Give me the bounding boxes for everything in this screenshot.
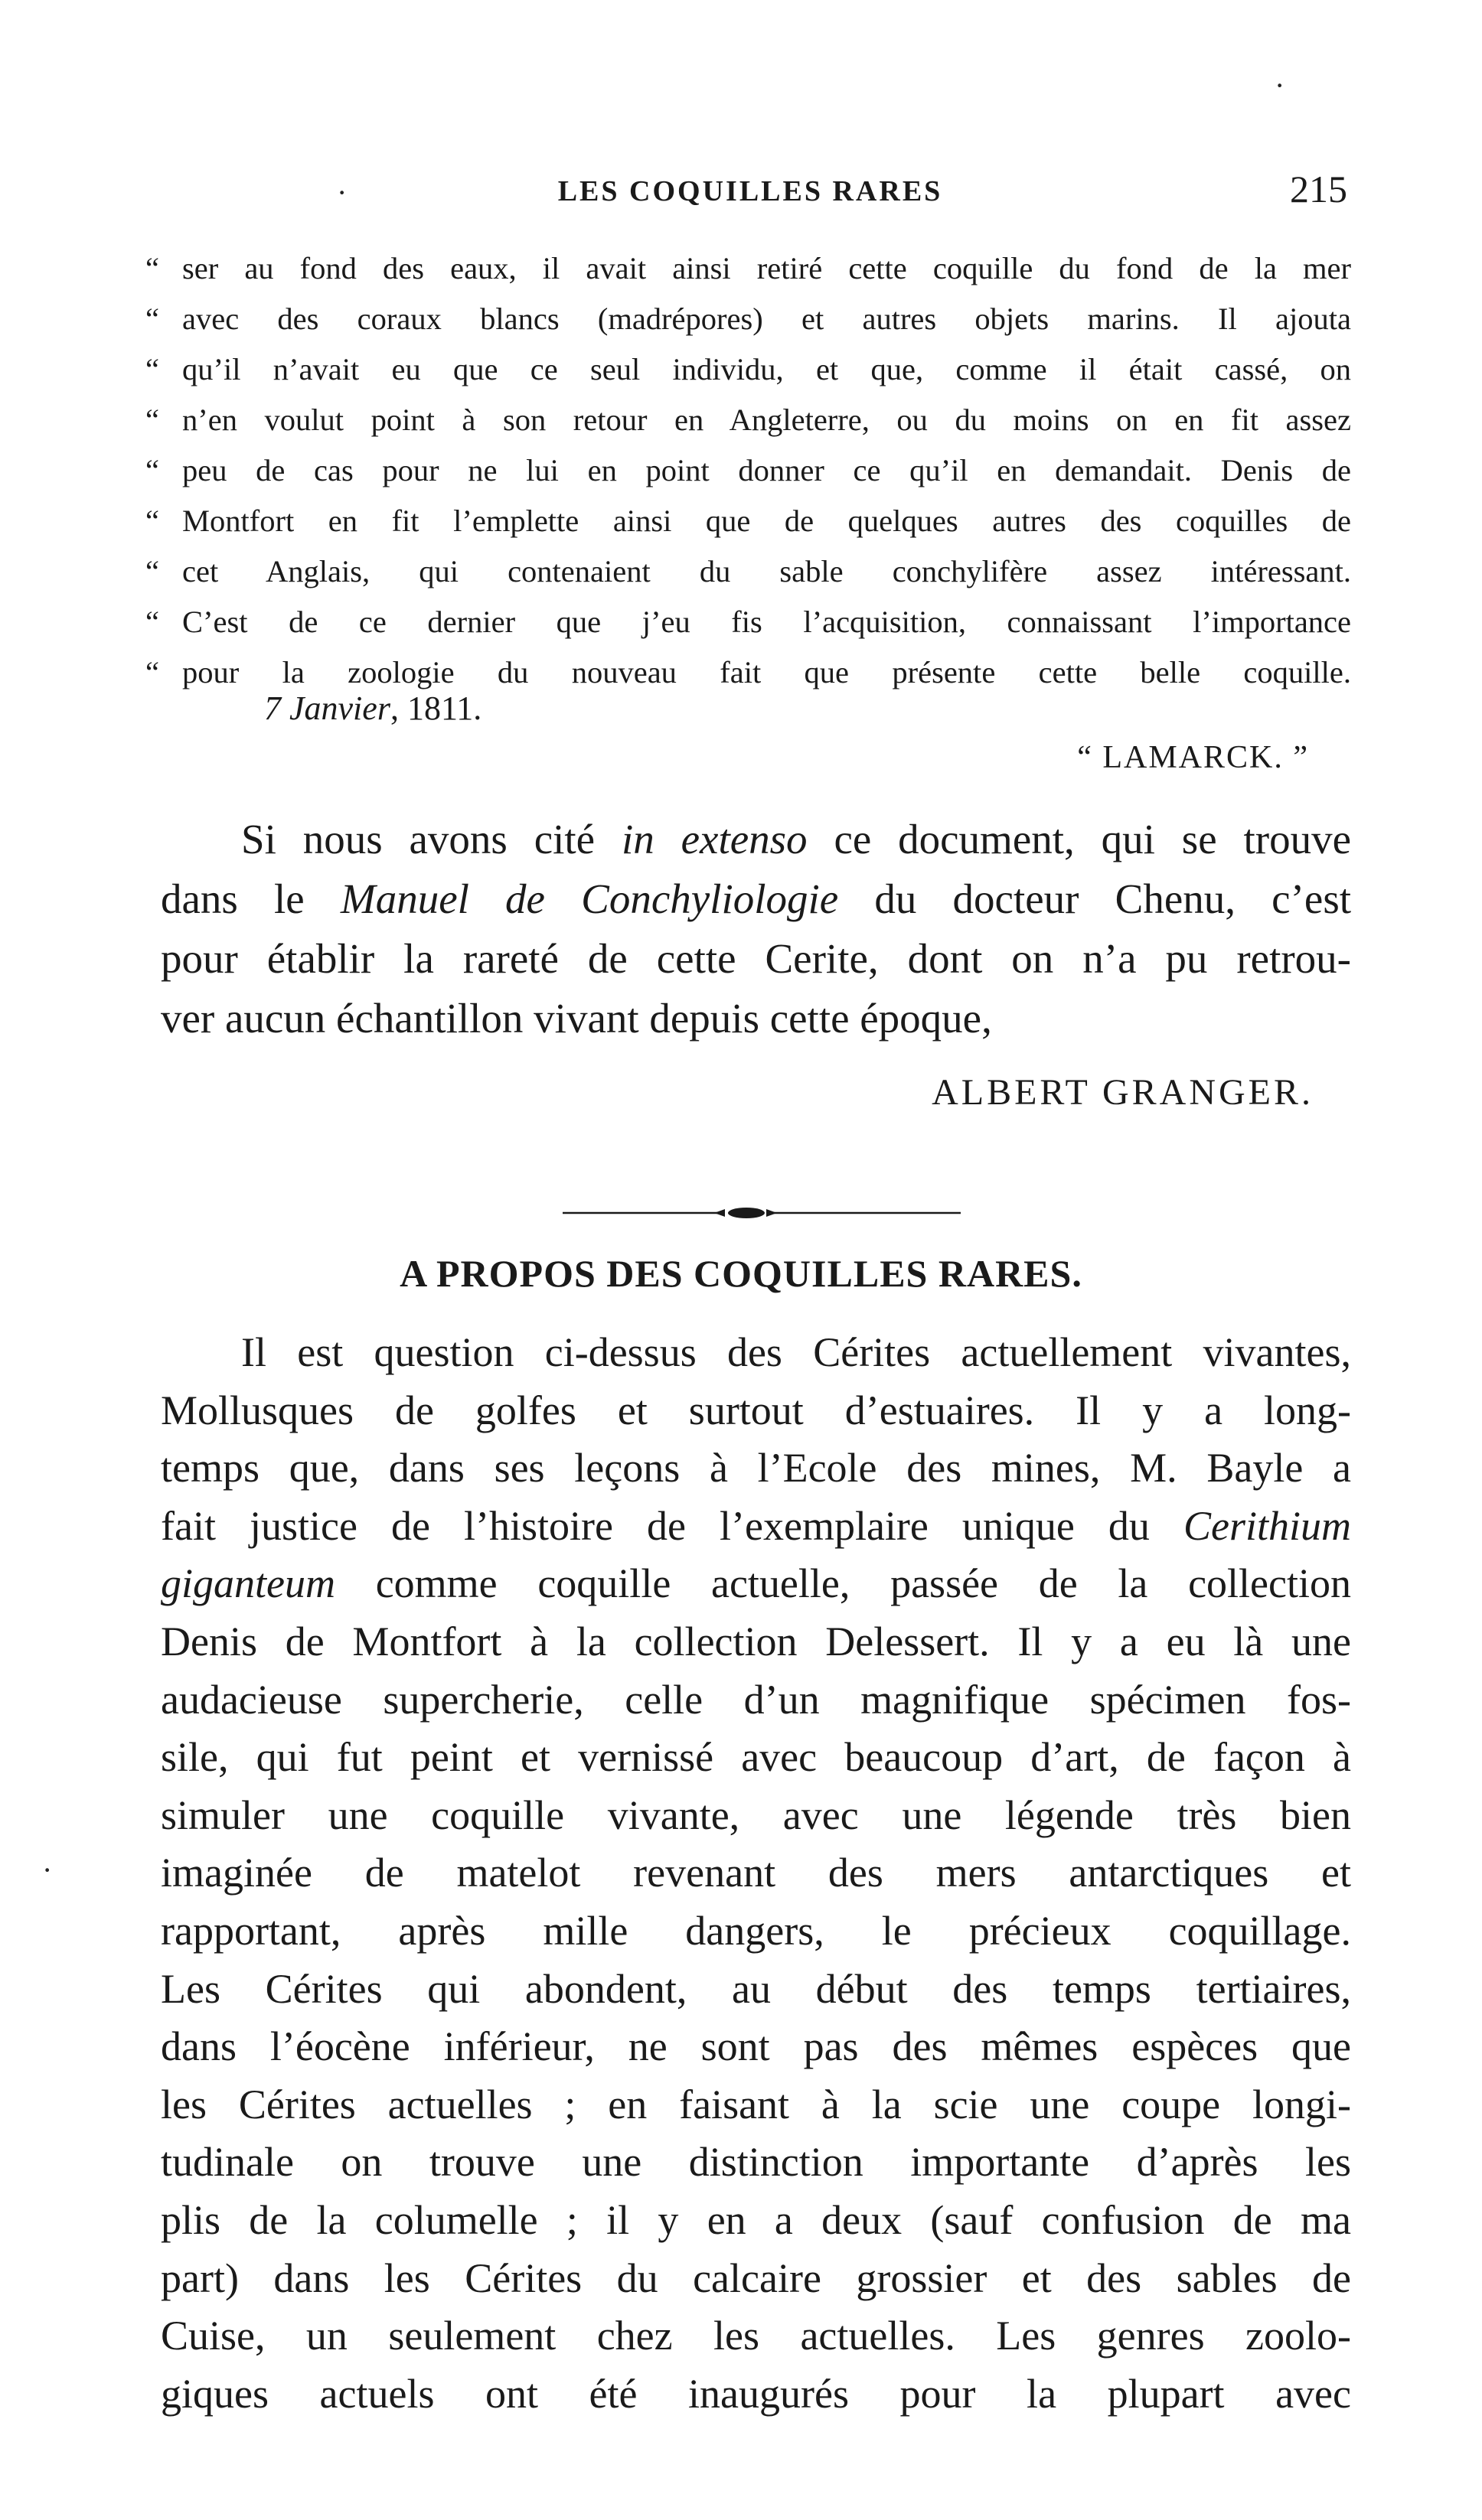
letter-date-year: , 1811.: [390, 689, 482, 727]
text-line: [161, 1902, 1351, 1961]
text-segment: plis de la columelle ; il y en a deux (sauf confusion de ma: [161, 2196, 1351, 2243]
text-line: [161, 1613, 1351, 1671]
quote-line-text: ser au fond des eaux, il avait ainsi retiré cette coquille du fond de la mer: [182, 251, 1351, 285]
paragraph-article: [161, 1324, 1351, 2423]
margin-dot: ·: [42, 1853, 53, 1887]
quote-mark: “: [145, 352, 159, 386]
italic-segment: Cerithium: [1183, 1502, 1351, 1549]
running-head-title: LES COQUILLES RARES: [557, 175, 943, 207]
quote-mark: “: [145, 453, 159, 487]
text-segment: Denis de Montfort à la collection Delessert. Il y a eu là une: [161, 1618, 1351, 1664]
text-line: [161, 1498, 1351, 1556]
text-segment: Les Cérites qui abondent, au début des temps tertiaires,: [161, 1965, 1351, 2012]
ornamental-divider: [563, 1205, 961, 1221]
text-segment: fait justice de l’histoire de l’exemplaire unique du: [161, 1502, 1183, 1549]
quote-line-text: qu’il n’avait eu que ce seul individu, et que, comme il était cassé, on: [182, 352, 1351, 386]
text-line: [161, 1555, 1351, 1613]
text-segment: dans l’éocène inférieur, ne sont pas des mêmes espèces que: [161, 2023, 1351, 2070]
text-line: [161, 1439, 1351, 1498]
text-line: [161, 2307, 1351, 2365]
text-segment: dans le: [161, 875, 341, 922]
quote-line-text: avec des coraux blancs (madrépores) et autres objets marins. Il ajouta: [182, 302, 1351, 336]
quote-line-text: peu de cas pour ne lui en point donner ce qu’il en demandait. Denis de: [182, 453, 1351, 487]
quote-line-text: pour la zoologie du nouveau fait que présente cette belle coquille.: [182, 655, 1351, 689]
quote-mark: “: [145, 655, 159, 689]
text-segment: simuler une coquille vivante, avec une légende très bien: [161, 1791, 1351, 1838]
quote-mark: “: [145, 302, 159, 336]
quote-mark: “: [145, 251, 159, 285]
quote-mark: “: [145, 504, 159, 538]
italic-segment: giganteum: [161, 1560, 335, 1607]
quote-line-text: n’en voulut point à son retour en Angleterre, ou du moins on en fit assez: [182, 403, 1351, 437]
quote-line: [145, 395, 1351, 445]
quote-mark: “: [145, 554, 159, 588]
letter-date: [264, 689, 481, 728]
signature-granger: ALBERT GRANGER.: [932, 1072, 1314, 1113]
text-line: [161, 1729, 1351, 1787]
text-segment: temps que, dans ses leçons à l’Ecole des mines, M. Bayle a: [161, 1445, 1351, 1491]
quoted-letter: [145, 243, 1351, 698]
text-line: [161, 929, 1351, 989]
text-line: [161, 2250, 1351, 2308]
text-segment: Si nous avons cité: [241, 816, 622, 862]
text-line: [161, 2076, 1351, 2134]
margin-dot: ·: [337, 175, 348, 210]
quote-line-text: C’est de ce dernier que j’eu fis l’acquisition, connaissant l’importance: [182, 605, 1351, 639]
text-line: [161, 1844, 1351, 1902]
text-segment: Il est question ci-dessus des Cérites actuellement vivantes,: [241, 1329, 1351, 1375]
text-segment: comme coquille actuelle, passée de la collection: [335, 1560, 1351, 1607]
text-segment: pour établir la rareté de cette Cerite, dont on n’a pu retrou-: [161, 935, 1351, 982]
text-line: [161, 1324, 1351, 1382]
text-line: [161, 1382, 1351, 1440]
text-segment: Mollusques de golfes et surtout d’estuaires. Il y a long-: [161, 1387, 1351, 1433]
text-segment: du docteur Chenu, c’est: [838, 875, 1352, 922]
quote-line: [145, 243, 1351, 294]
text-line: [161, 2134, 1351, 2192]
text-segment: tudinale on trouve une distinction importante d’après les: [161, 2139, 1351, 2186]
text-segment: ce document, qui se trouve: [807, 816, 1351, 862]
quote-line: [145, 546, 1351, 597]
text-line: [161, 869, 1351, 929]
letter-date-day: 7 Janvier: [264, 689, 390, 727]
text-segment: rapportant, après mille dangers, le précieux coquillage.: [161, 1907, 1351, 1954]
quote-line: [145, 344, 1351, 395]
text-segment: Cuise, un seulement chez les actuelles. Les genres zoolo-: [161, 2313, 1351, 2359]
text-line: [161, 1787, 1351, 1845]
text-segment: sile, qui fut peint et vernissé avec beaucoup d’art, de façon à: [161, 1734, 1351, 1781]
quote-line: [145, 294, 1351, 344]
quote-line: [145, 445, 1351, 496]
quote-mark: “: [145, 605, 159, 639]
quote-line-text: cet Anglais, qui contenaient du sable conchylifère assez intéressant.: [182, 554, 1351, 588]
text-line: [161, 810, 1351, 869]
page-number: 215: [1290, 168, 1347, 210]
text-segment: audacieuse supercherie, celle d’un magnifique spécimen fos-: [161, 1676, 1351, 1723]
italic-segment: in extenso: [621, 816, 808, 862]
text-line: [161, 1961, 1351, 2019]
quote-mark: “: [145, 403, 159, 437]
italic-segment: Manuel de Conchyliologie: [340, 875, 839, 922]
quote-line: [145, 597, 1351, 647]
text-segment: les Cérites actuelles ; en faisant à la scie une coupe longi-: [161, 2081, 1351, 2127]
text-line: [161, 2365, 1351, 2424]
section-title: A PROPOS DES COQUILLES RARES.: [400, 1252, 1082, 1295]
margin-dot: ·: [1275, 68, 1285, 103]
text-line: [161, 2018, 1351, 2076]
running-head: [153, 170, 1347, 216]
text-line: [161, 1671, 1351, 1729]
text-segment: ver aucun échantillon vivant depuis cette époque,: [161, 995, 992, 1042]
text-line: [161, 2192, 1351, 2250]
text-line: [161, 989, 1351, 1048]
text-segment: imaginée de matelot revenant des mers antarctiques et: [161, 1850, 1351, 1896]
quote-line: [145, 496, 1351, 546]
quote-line-text: Montfort en fit l’emplette ainsi que de quelques autres des coquilles de: [182, 504, 1351, 538]
signature-lamarck: “ LAMARCK. ”: [1077, 740, 1309, 775]
text-segment: part) dans les Cérites du calcaire grossier et des sables de: [161, 2254, 1351, 2301]
paragraph-citation: [161, 810, 1351, 1048]
text-segment: giques actuels ont été inaugurés pour la plupart avec: [161, 2370, 1351, 2417]
